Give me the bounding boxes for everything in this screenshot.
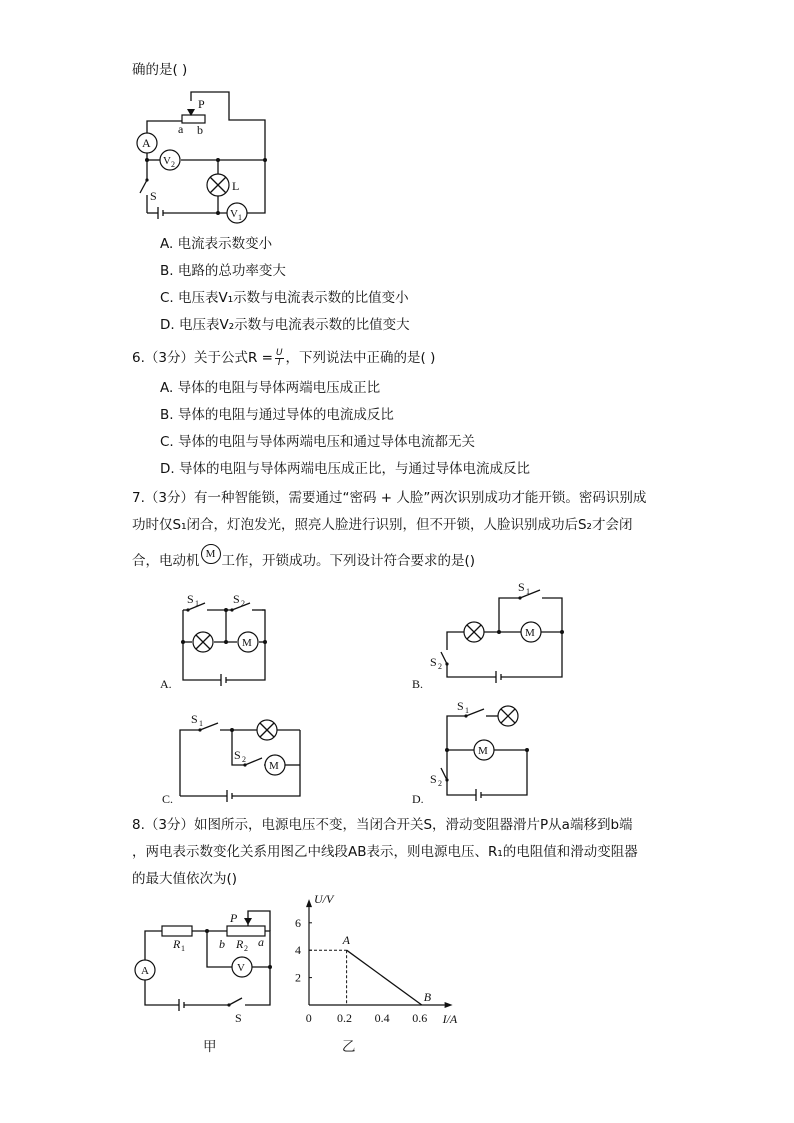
svg-text:S: S xyxy=(518,580,525,594)
q6-option-b: B. 导体的电阻与通过导体的电流成反比 xyxy=(160,407,394,423)
svg-text:M: M xyxy=(478,745,488,757)
point-label-B: B xyxy=(423,990,432,1004)
svg-text:1: 1 xyxy=(199,719,203,728)
svg-text:R: R xyxy=(173,937,181,951)
q5-option-d: D. 电压表V₂示数与电流表示数的比值变大 xyxy=(160,317,410,333)
svg-text:S: S xyxy=(233,592,240,606)
svg-text:2: 2 xyxy=(242,755,246,764)
q5-label-P: P xyxy=(198,97,205,111)
x-tick-label: 0.6 xyxy=(412,1011,428,1025)
q7-line2: 功时仅S₁闭合，灯泡发光，照亮人脸进行识别，但不开锁，人脸识别成功后S₂才会闭 xyxy=(132,517,633,533)
q7-option-c-label: C. xyxy=(162,792,174,806)
q6-suffix: ，下列说法中正确的是( ) xyxy=(285,350,436,366)
q6-option-d: D. 导体的电阻与导体两端电压成正比，与通过导体电流成反比 xyxy=(160,461,530,477)
q5-label-b: b xyxy=(197,123,203,137)
q7-line3: 合，电动机 M 工作，开锁成功。下列设计符合要求的是() xyxy=(132,552,475,572)
svg-text:M: M xyxy=(525,627,535,639)
y-tick-label: 2 xyxy=(295,970,301,985)
segment-AB xyxy=(347,950,422,1005)
q5-option-a: A. 电流表示数变小 xyxy=(160,236,273,252)
q5-label-L: L xyxy=(232,179,240,193)
q6-option-a: A. 导体的电阻与导体两端电压成正比 xyxy=(160,380,381,396)
y-axis-label: U/V xyxy=(314,892,334,907)
q7-option-b-label: B. xyxy=(412,677,424,691)
q7-option-d-label: D. xyxy=(412,792,424,806)
svg-text:2: 2 xyxy=(438,662,442,671)
q5-tail: 确的是( ) xyxy=(132,62,188,78)
svg-text:V: V xyxy=(237,962,245,974)
q8-line2: ，两电表示数变化关系用图乙中线段AB表示，则电源电压、R₁的电阻值和滑动变阻器 xyxy=(132,844,638,860)
svg-text:S: S xyxy=(430,655,437,669)
q5-label-V2: V xyxy=(163,155,171,167)
q6-option-c: C. 导体的电阻与导体两端电压和通过导体电流都无关 xyxy=(160,434,476,450)
svg-text:S: S xyxy=(235,1011,242,1025)
svg-text:2: 2 xyxy=(171,160,175,169)
x-axis-arrow xyxy=(445,1002,453,1008)
q7-line1: 7.（3分）有一种智能锁，需要通过“密码 + 人脸”两次识别成功才能开锁。密码识别成 xyxy=(132,490,647,506)
q5-label-V1: V xyxy=(230,208,238,220)
x-tick-label: 0 xyxy=(305,1011,312,1025)
q5-option-b: B. 电路的总功率变大 xyxy=(160,263,286,279)
q8-line3: 的最大值依次为() xyxy=(132,871,238,887)
svg-text:S: S xyxy=(234,748,241,762)
svg-text:1: 1 xyxy=(526,587,530,596)
q7-option-a-label: A. xyxy=(160,677,172,691)
motor-symbol-icon: M xyxy=(201,544,221,564)
q5-label-a: a xyxy=(178,122,184,136)
svg-text:b: b xyxy=(219,937,225,951)
q6-prefix: 6.（3分）关于公式R = xyxy=(132,350,273,366)
q8-line1: 8.（3分）如图所示，电源电压不变，当闭合开关S，滑动变阻器滑片P从a端移到b端 xyxy=(132,817,633,833)
svg-text:2: 2 xyxy=(241,599,245,608)
point-label-A: A xyxy=(342,933,350,948)
svg-text:a: a xyxy=(258,935,264,949)
svg-text:2: 2 xyxy=(438,779,442,788)
svg-text:M: M xyxy=(242,637,252,649)
svg-text:1: 1 xyxy=(465,706,469,715)
svg-text:S: S xyxy=(187,592,194,606)
svg-text:1: 1 xyxy=(181,944,185,953)
q6-formula-fraction: $\frac{U}{I}$ xyxy=(275,347,283,368)
q8-caption-jia: 甲 xyxy=(203,1039,217,1055)
y-tick-label: 6 xyxy=(295,915,301,930)
q5-label-A: A xyxy=(142,136,151,150)
q8-caption-yi: 乙 xyxy=(342,1039,356,1055)
svg-text:S: S xyxy=(191,712,198,726)
y-axis-arrow xyxy=(306,899,312,907)
x-tick-label: 0.4 xyxy=(374,1011,390,1025)
y-tick-label: 4 xyxy=(295,943,301,958)
svg-text:R: R xyxy=(236,937,244,951)
q5-option-c: C. 电压表V₁示数与电流表示数的比值变小 xyxy=(160,290,409,306)
q5-label-S: S xyxy=(150,189,157,203)
svg-text:A: A xyxy=(141,965,149,977)
svg-text:2: 2 xyxy=(244,944,248,953)
svg-text:1: 1 xyxy=(238,213,242,222)
svg-text:P: P xyxy=(230,911,238,925)
x-axis-label: I/A xyxy=(442,1012,458,1026)
x-tick-label: 0.2 xyxy=(337,1011,352,1025)
svg-text:1: 1 xyxy=(195,599,199,608)
svg-text:S: S xyxy=(457,699,464,713)
svg-text:S: S xyxy=(430,772,437,786)
svg-text:M: M xyxy=(269,760,279,772)
